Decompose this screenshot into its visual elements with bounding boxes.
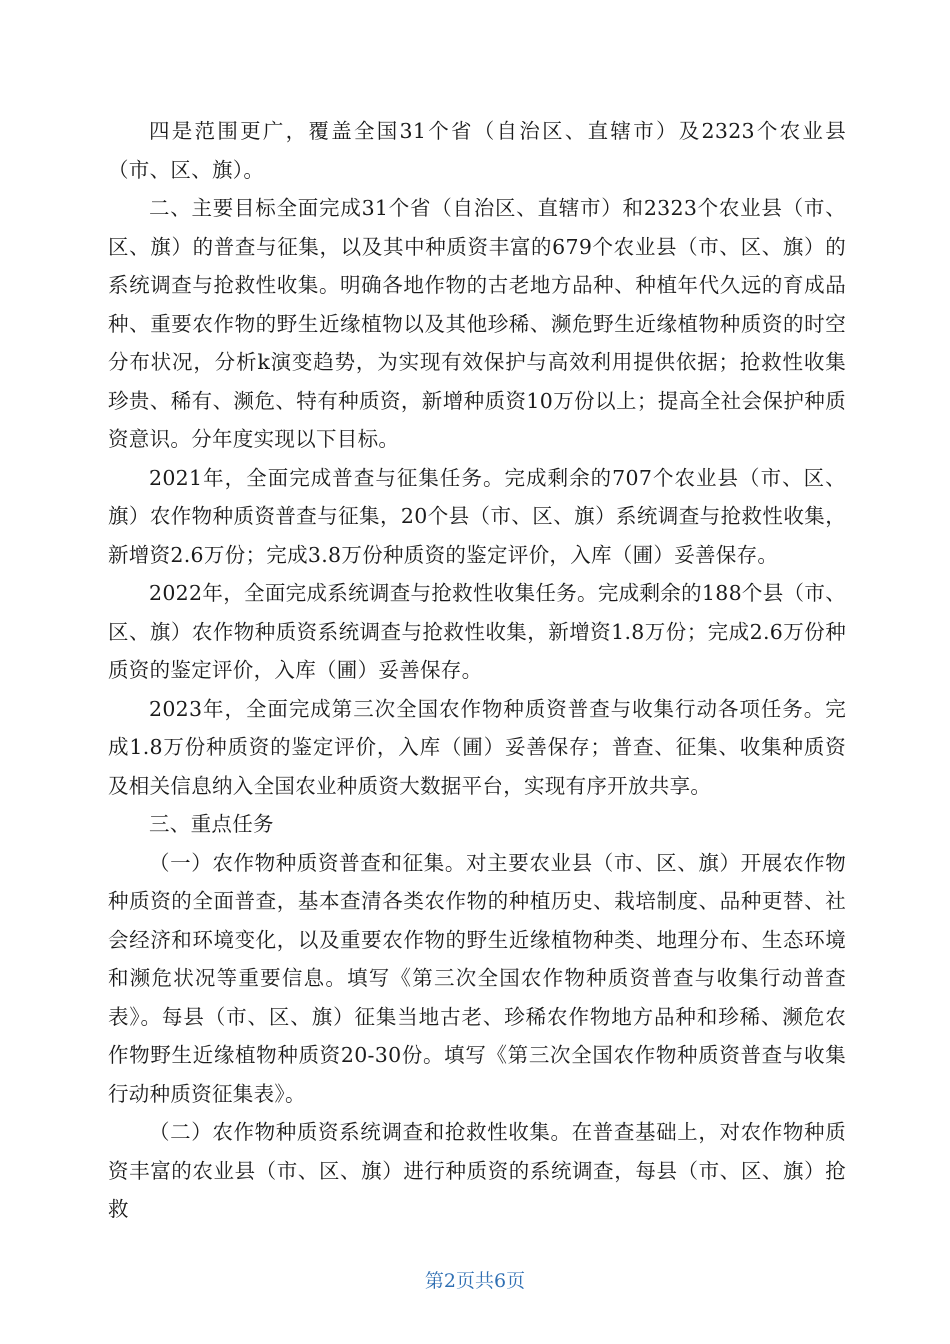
paragraph: 2022年，全面完成系统调查与抢救性收集任务。完成剩余的188个县（市、区、旗）农作物种质资系统调查与抢救性收集，新增资1.8万份；完成2.6万份种质资的鉴定评价，入库（圃）妥善保存。: [108, 581, 846, 682]
paragraph: （一）农作物种质资普查和征集。对主要农业县（市、区、旗）开展农作物种质资的全面普查，基本查清各类农作物的种植历史、栽培制度、品种更替、社会经济和环境变化，以及重要农作物的野生近缘植物种类、地理分布、生态环境和濒危状况等重要信息。填写《第三次全国农作物种质资普查与收集行动普查表》。每县（市、区、旗）征集当地古老、珍稀农作物地方品种和珍稀、濒危农作物野生近缘植物种质资20-30份。填写《第三次全国农作物种质资普查与收集行动种质资征集表》。: [108, 850, 846, 1106]
paragraph: 2021年，全面完成普查与征集任务。完成剩余的707个农业县（市、区、旗）农作物种质资普查与征集，20个县（市、区、旗）系统调查与抢救性收集，新增资2.6万份；完成3.8万份种质资的鉴定评价，入库（圃）妥善保存。: [108, 465, 846, 567]
paragraph: 2023年，全面完成第三次全国农作物种质资普查与收集行动各项任务。完成1.8万份种质资的鉴定评价，入库（圃）妥善保存；普查、征集、收集种质资及相关信息纳入全国农业种质资大数据平台，实现有序开放共享。: [108, 696, 846, 798]
page-footer: 第2页共6页: [424, 1270, 526, 1292]
paragraph: 四是范围更广，覆盖全国31个省（自治区、直辖市）及2323个农业县（市、区、旗）。: [108, 119, 846, 182]
paragraph: （二）农作物种质资系统调查和抢救性收集。在普查基础上，对农作物种质资丰富的农业县（市、区、旗）进行种质资的系统调查，每县（市、区、旗）抢救: [108, 1120, 846, 1221]
section-heading: 三、重点任务: [149, 812, 274, 836]
document-body: [108, 112, 846, 1229]
paragraph: 二、主要目标全面完成31个省（自治区、直辖市）和2323个农业县（市、区、旗）的普查与征集，以及其中种质资丰富的679个农业县（市、区、旗）的系统调查与抢救性收集。明确各地作物的古老地方品种、种植年代久远的育成品种、重要农作物的野生近缘植物以及其他珍稀、濒危野生近缘植物种质资的时空分布状况，分析k演变趋势，为实现有效保护与高效利用提供依据；抢救性收集珍贵、稀有、濒危、特有种质资，新增种质资10万份以上；提高全社会保护种质资意识。分年度实现以下目标。: [108, 196, 846, 451]
